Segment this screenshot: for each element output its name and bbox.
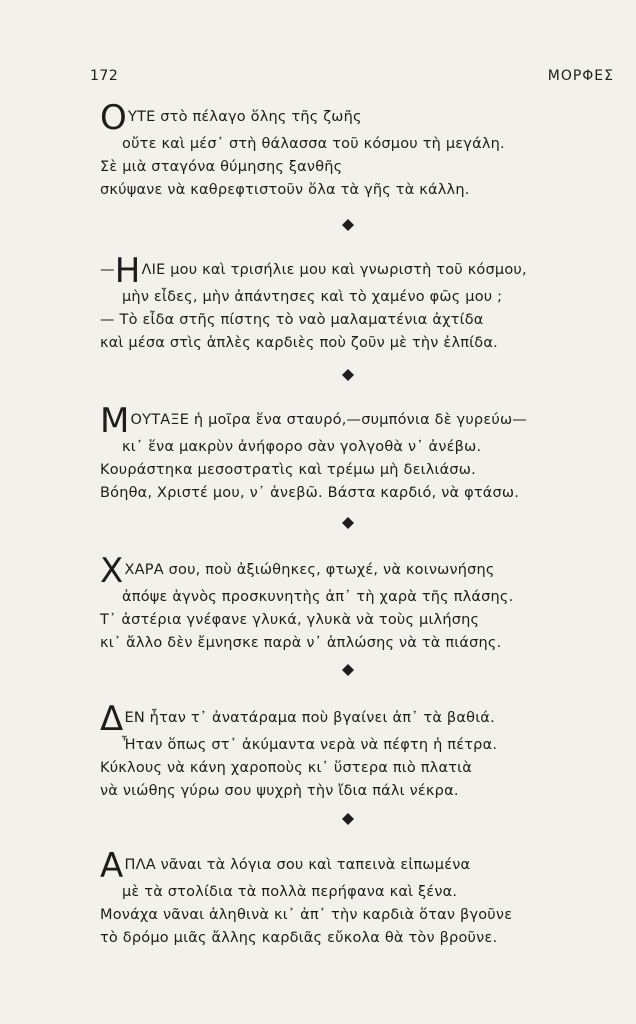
stanza-line: ἀπόψε ἁγνὸς προσκυνητὴς ἀπ᾽ τὴ χαρὰ τῆς πλάσης. xyxy=(122,589,514,605)
page-number: 172 xyxy=(90,68,119,84)
diamond-ornament-icon xyxy=(342,813,354,825)
stanza-line: καὶ μέσα στὶς ἁπλὲς καρδιὲς ποὺ ζοῦν μὲ τὴν ἐλπίδα. xyxy=(100,335,498,351)
stanza-1 xyxy=(100,98,600,202)
stanza-5 xyxy=(100,699,600,803)
diamond-ornament-icon xyxy=(342,219,354,231)
stanza-line: Τ᾽ ἀστέρια γνέφανε γλυκά, γλυκὰ νὰ τοὺς μιλήσης xyxy=(100,612,480,628)
stanza-line: Μονάχα νᾶναι ἀληθινὰ κι᾽ ἀπ᾽ τὴν καρδιὰ ὅταν βγοῦνε xyxy=(100,907,513,923)
dropcap: Η xyxy=(114,251,141,291)
dropcap: Δ xyxy=(100,699,124,739)
line-text: ΥΤΕ στὸ πέλαγο ὅλης τῆς ζωῆς xyxy=(127,109,362,125)
stanza-line: Βόηθα, Χριστέ μου, ν᾽ ἀνεβῶ. Βάστα καρδιό, νὰ φτάσω. xyxy=(100,485,520,501)
dropcap: Χ xyxy=(100,551,124,591)
stanza-line: — Τὸ εἶδα στῆς πίστης τὸ ναὸ μαλαματένια ἀχτίδα xyxy=(100,312,484,328)
line-text: ΠΛΑ νᾶναι τὰ λόγια σου καὶ ταπεινὰ εἰπωμένα xyxy=(124,857,471,873)
stanza-line: κι᾽ ἕνα μακρὺν ἀνήφορο σὰν γολγοθὰ ν᾽ ἀνέβω. xyxy=(122,439,482,455)
stanza-line: κι᾽ ἄλλο δὲν ἔμνησκε παρὰ ν᾽ ἁπλώσης νὰ τὰ πιάσης. xyxy=(100,635,502,651)
stanza-line xyxy=(100,699,600,739)
stanza-line: οὔτε καὶ μέσ᾽ στὴ θάλασσα τοῦ κόσμου τὴ μεγάλη. xyxy=(122,136,505,152)
line-text: ΕΝ ἦταν τ᾽ ἀνατάραμα ποὺ βγαίνει ἀπ᾽ τὰ βαθιά. xyxy=(124,710,495,726)
stanza-line: μὲ τὰ στολίδια τὰ πολλὰ περήφανα καὶ ξένα. xyxy=(122,884,458,900)
stanza-line: τὸ δρόμο μιᾶς ἄλλης καρδιᾶς εὔκολα θὰ τὸν βροῦνε. xyxy=(100,930,498,946)
diamond-ornament-icon xyxy=(342,517,354,529)
stanza-line: μὴν εἶδες, μὴν ἀπάντησες καὶ τὸ χαμένο φῶς μου ; xyxy=(122,289,503,305)
dropcap: Μ xyxy=(100,401,130,441)
dropcap: Ο xyxy=(100,98,127,138)
stanza-line: Κύκλους νὰ κάνη χαροποὺς κι᾽ ὕστερα πιὸ πλατιὰ xyxy=(100,760,473,776)
running-head: ΜΟΡΦΕΣ xyxy=(547,68,614,84)
line-text: ΧΑΡΑ σου, ποὺ ἀξιώθηκες, φτωχέ, νὰ κοινωνήσης xyxy=(124,562,495,578)
stanza-line: Ἦταν ὅπως στ᾽ ἀκύμαντα νερὰ νὰ πέφτη ἡ πέτρα. xyxy=(122,737,498,753)
dropcap: Α xyxy=(100,846,124,886)
stanza-4 xyxy=(100,551,600,655)
stanza-line xyxy=(100,98,600,138)
lead-dash: — xyxy=(100,262,115,278)
stanza-line xyxy=(100,401,600,441)
stanza-line: σκύψανε νὰ καθρεφτιστοῦν ὅλα τὰ γῆς τὰ κάλλη. xyxy=(100,182,470,198)
stanza-line xyxy=(100,551,600,591)
line-text: ΛΙΕ μου καὶ τρισήλιε μου καὶ γνωριστὴ τοῦ κόσμου, xyxy=(141,262,527,278)
stanza-2 xyxy=(100,251,600,355)
diamond-ornament-icon xyxy=(342,664,354,676)
stanza-line xyxy=(100,846,600,886)
stanza-line: Σὲ μιὰ σταγόνα θύμησης ξανθῆς xyxy=(100,159,343,175)
stanza-6 xyxy=(100,846,600,950)
stanza-3 xyxy=(100,401,600,505)
stanza-line: Κουράστηκα μεσοστρατὶς καὶ τρέμω μὴ δειλιάσω. xyxy=(100,462,476,478)
diamond-ornament-icon xyxy=(342,369,354,381)
stanza-line xyxy=(100,251,600,291)
stanza-line: νὰ νιώθης γύρω σου ψυχρὴ τὴν ἴδια πάλι νέκρα. xyxy=(100,783,459,799)
line-text: ΟΥΤΑΞΕ ἡ μοῖρα ἕνα σταυρό,—συμπόνια δὲ γυρεύω— xyxy=(130,412,527,428)
